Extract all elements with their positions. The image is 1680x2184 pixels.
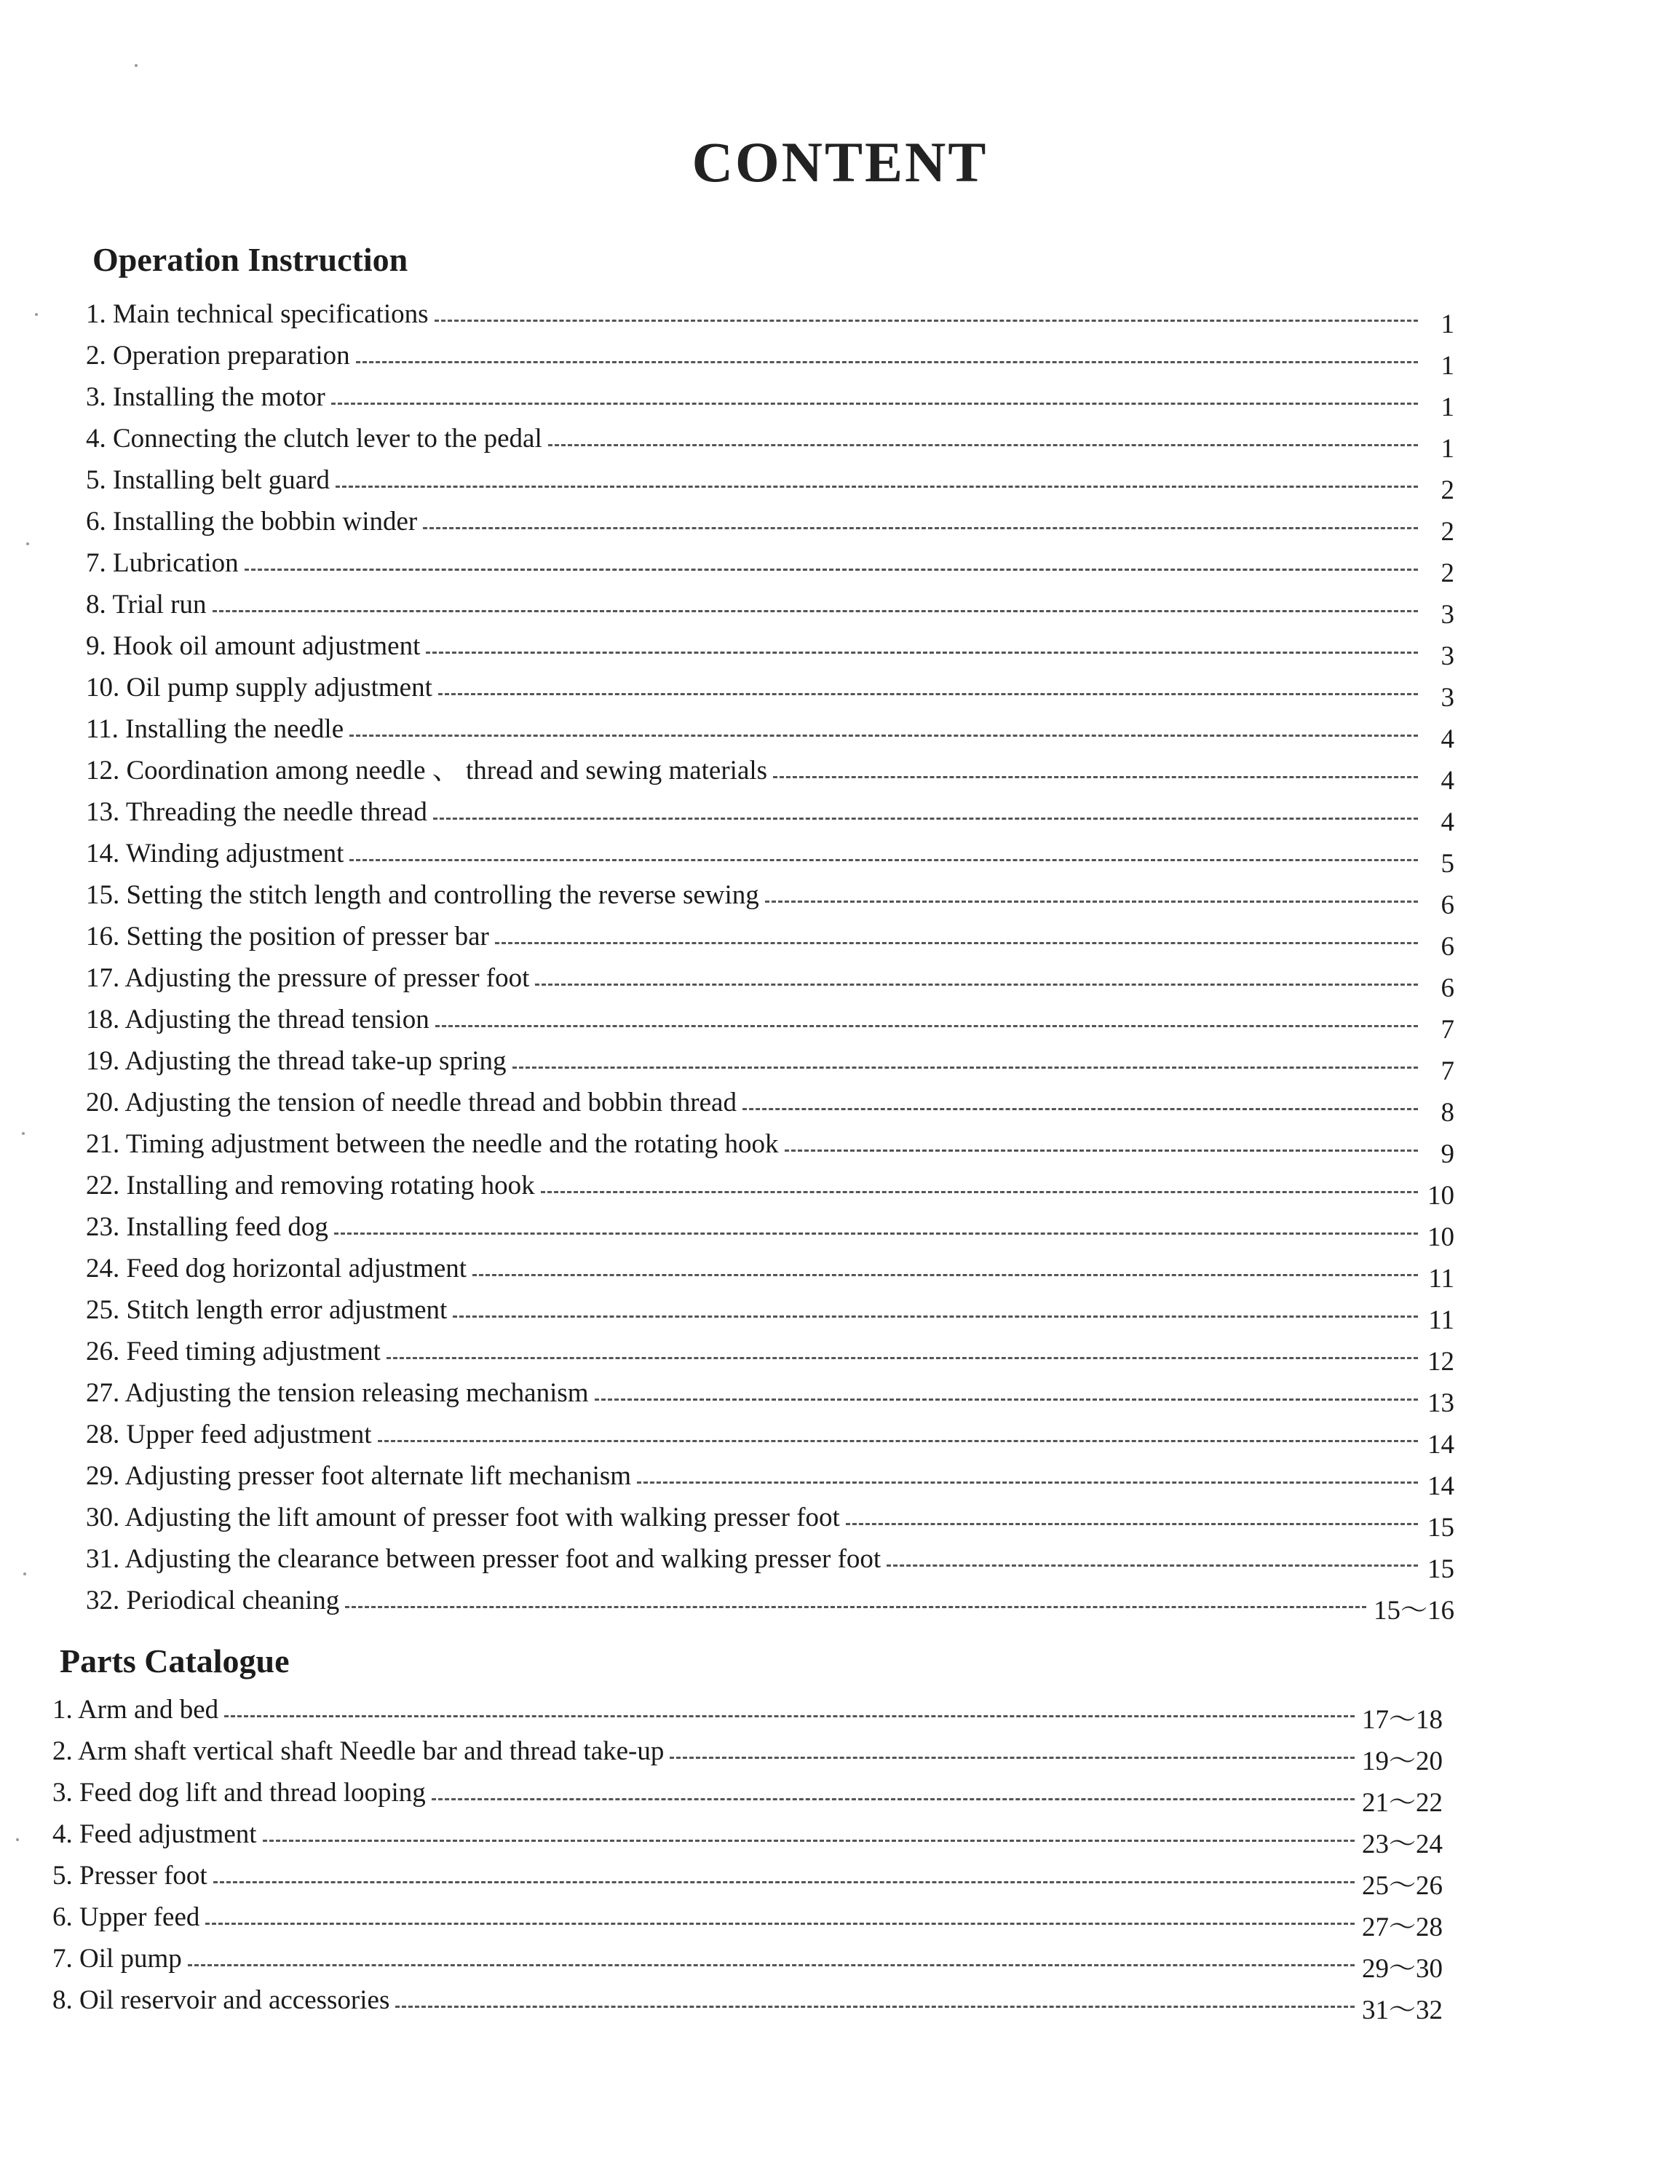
toc-entry — [86, 1449, 1454, 1501]
dot-leader — [742, 1108, 1418, 1110]
dot-leader — [205, 1923, 1355, 1925]
dot-leader — [670, 1757, 1355, 1759]
toc-entry-page: 7 — [1441, 1015, 1454, 1045]
toc-entry-label: 24. Feed dog horizontal adjustment — [86, 1254, 467, 1283]
toc-entry-label: 23. Installing feed dog — [86, 1212, 328, 1242]
toc-entry-page: 2 — [1441, 558, 1454, 588]
toc-entry-page: 21～22 — [1362, 1788, 1443, 1818]
toc-entry-page: 3 — [1441, 683, 1454, 713]
toc-entry-page: 3 — [1441, 600, 1454, 630]
toc-entry-page: 1 — [1441, 309, 1454, 339]
scan-speck — [26, 542, 29, 545]
dot-leader — [846, 1523, 1418, 1525]
toc-entry-page: 8 — [1441, 1098, 1454, 1128]
toc-entry-label: 13. Threading the needle thread — [86, 797, 427, 827]
dot-leader — [213, 1881, 1355, 1883]
toc-entry — [52, 1725, 1443, 1776]
toc-entry-page: 13 — [1427, 1388, 1454, 1418]
toc-entry — [86, 1076, 1454, 1128]
toc-entry — [52, 1849, 1443, 1901]
toc-entry — [86, 1242, 1454, 1294]
toc-entry-label: 11. Installing the needle — [86, 714, 344, 744]
toc-entry — [86, 1574, 1454, 1626]
dot-leader — [765, 901, 1418, 903]
dot-leader — [453, 1315, 1418, 1318]
toc-entry — [86, 454, 1454, 505]
toc-entry-page: 1 — [1441, 392, 1454, 422]
toc-entry — [86, 329, 1454, 381]
toc-entry — [52, 1932, 1443, 1984]
toc-entry-label: 30. Adjusting the lift amount of presser foot with walking presser foot — [86, 1503, 840, 1532]
dot-leader — [548, 444, 1418, 446]
dot-leader — [435, 320, 1418, 322]
toc-entry-label: 16. Setting the position of presser bar — [86, 922, 489, 951]
toc-entry — [86, 288, 1454, 339]
dot-leader — [395, 2006, 1355, 2008]
toc-entry-label: 22. Installing and removing rotating hook — [86, 1171, 535, 1200]
page-title: CONTENT — [692, 130, 988, 194]
dot-leader — [595, 1398, 1418, 1401]
dot-leader — [438, 693, 1418, 695]
toc-entry — [86, 951, 1454, 1003]
toc-entry — [86, 910, 1454, 962]
toc-entry — [86, 1366, 1454, 1418]
toc-entry-label: 7. Lubrication — [86, 548, 239, 578]
toc-entry-label: 3. Installing the motor — [86, 382, 325, 412]
dot-leader — [472, 1274, 1418, 1276]
toc-entry — [86, 578, 1454, 630]
toc-entry — [52, 1683, 1443, 1735]
dot-leader — [349, 735, 1418, 737]
dot-leader — [433, 818, 1418, 820]
toc-entry — [86, 703, 1454, 754]
toc-entry-page: 6 — [1441, 932, 1454, 962]
toc-entry-label: 28. Upper feed adjustment — [86, 1420, 372, 1449]
toc-entry-page: 19～20 — [1362, 1746, 1443, 1776]
toc-entry-page: 7 — [1441, 1056, 1454, 1086]
toc-entry — [86, 1491, 1454, 1543]
toc-entry — [86, 1117, 1454, 1169]
toc-entry — [86, 1325, 1454, 1377]
toc-entry-label: 2. Arm shaft vertical shaft Needle bar and thread take-up — [52, 1736, 665, 1766]
dot-leader — [535, 984, 1418, 986]
toc-entry-page: 11 — [1428, 1305, 1454, 1335]
toc-entry-label: 8. Trial run — [86, 590, 207, 620]
dot-leader — [188, 1964, 1355, 1966]
toc-entry-page: 14 — [1427, 1430, 1454, 1460]
toc-entry-label: 14. Winding adjustment — [86, 839, 344, 869]
toc-entry-label: 32. Periodical cheaning — [86, 1586, 340, 1615]
toc-entry — [86, 1034, 1454, 1086]
toc-entry-page: 10 — [1427, 1181, 1454, 1211]
toc-entry-page: 25～26 — [1362, 1871, 1443, 1901]
toc-entry — [52, 1766, 1443, 1818]
toc-entry — [86, 827, 1454, 879]
toc-entry — [86, 495, 1454, 547]
toc-entry-label: 6. Installing the bobbin winder — [86, 507, 418, 537]
toc-entry — [86, 371, 1454, 422]
toc-entry-page: 9 — [1441, 1139, 1454, 1169]
toc-entry-label: 2. Operation preparation — [86, 341, 350, 371]
toc-entry-page: 15～16 — [1374, 1596, 1454, 1626]
dot-leader — [224, 1715, 1355, 1717]
dot-leader — [495, 942, 1418, 944]
toc-entry-label: 9. Hook oil amount adjustment — [86, 631, 421, 661]
toc-entry-page: 14 — [1427, 1471, 1454, 1501]
toc-entry-label: 18. Adjusting the thread tension — [86, 1005, 429, 1034]
toc-entry-label: 31. Adjusting the clearance between presser foot and walking presser foot — [86, 1544, 881, 1574]
toc-entry-page: 2 — [1441, 475, 1454, 505]
dot-leader — [423, 527, 1418, 529]
parts-catalogue-heading: Parts Catalogue — [60, 1642, 290, 1679]
dot-leader — [432, 1798, 1355, 1800]
toc-entry-label: 20. Adjusting the tension of needle thread and bobbin thread — [86, 1088, 737, 1117]
operation-instruction-list — [86, 288, 1454, 1626]
toc-entry-page: 1 — [1441, 351, 1454, 381]
dot-leader — [785, 1150, 1418, 1152]
toc-entry — [86, 744, 1454, 796]
toc-entry-page: 4 — [1441, 807, 1454, 837]
toc-entry-page: 11 — [1428, 1264, 1454, 1294]
dot-leader — [426, 652, 1418, 654]
toc-entry — [52, 1974, 1443, 2025]
toc-entry-label: 29. Adjusting presser foot alternate lift mechanism — [86, 1461, 632, 1491]
toc-entry-page: 10 — [1427, 1222, 1454, 1252]
toc-entry-label: 27. Adjusting the tension releasing mechanism — [86, 1378, 589, 1408]
scan-speck — [35, 313, 38, 316]
dot-leader — [773, 776, 1418, 778]
toc-entry-page: 15 — [1427, 1513, 1454, 1543]
scan-speck — [22, 1132, 25, 1135]
toc-entry-page: 27～28 — [1362, 1912, 1443, 1942]
toc-entry-page: 4 — [1441, 724, 1454, 754]
parts-catalogue-list — [52, 1683, 1443, 2025]
dot-leader — [345, 1606, 1366, 1608]
dot-leader — [887, 1564, 1418, 1567]
toc-entry — [86, 786, 1454, 837]
toc-entry-label: 3. Feed dog lift and thread looping — [52, 1778, 426, 1808]
dot-leader — [245, 569, 1418, 571]
dot-leader — [336, 486, 1418, 488]
toc-entry-label: 4. Connecting the clutch lever to the pedal — [86, 424, 542, 454]
toc-entry-page: 17～18 — [1362, 1705, 1443, 1735]
toc-entry — [86, 869, 1454, 920]
toc-entry-label: 6. Upper feed — [52, 1902, 200, 1932]
dot-leader — [356, 361, 1418, 363]
toc-entry-label: 5. Installing belt guard — [86, 465, 330, 495]
toc-entry-page: 6 — [1441, 973, 1454, 1003]
toc-entry — [86, 620, 1454, 671]
dot-leader — [435, 1025, 1418, 1027]
dot-leader — [541, 1191, 1418, 1193]
scan-speck — [16, 1838, 19, 1841]
toc-entry-page: 1 — [1441, 434, 1454, 464]
dot-leader — [387, 1357, 1418, 1359]
toc-entry — [86, 412, 1454, 464]
dot-leader — [334, 1233, 1418, 1235]
toc-entry-label: 19. Adjusting the thread take-up spring — [86, 1046, 507, 1076]
toc-entry — [86, 1159, 1454, 1211]
toc-entry-page: 31～32 — [1362, 1995, 1443, 2025]
toc-entry-page: 4 — [1441, 766, 1454, 796]
toc-entry-label: 10. Oil pump supply adjustment — [86, 673, 432, 703]
toc-entry-label: 7. Oil pump — [52, 1944, 182, 1974]
toc-entry — [86, 1200, 1454, 1252]
toc-entry-label: 1. Arm and bed — [52, 1695, 219, 1725]
toc-entry — [86, 993, 1454, 1045]
toc-entry-label: 4. Feed adjustment — [52, 1819, 257, 1849]
dot-leader — [637, 1481, 1418, 1484]
toc-entry-label: 1. Main technical specifications — [86, 299, 429, 329]
toc-entry-page: 23～24 — [1362, 1829, 1443, 1859]
toc-entry-label: 21. Timing adjustment between the needle and the rotating hook — [86, 1129, 779, 1159]
dot-leader — [331, 403, 1418, 405]
scan-speck — [23, 1572, 26, 1575]
toc-entry-page: 12 — [1427, 1347, 1454, 1377]
toc-entry-label: 25. Stitch length error adjustment — [86, 1295, 448, 1325]
toc-entry — [86, 1283, 1454, 1335]
dot-leader — [263, 1840, 1355, 1842]
toc-entry-label: 26. Feed timing adjustment — [86, 1337, 381, 1366]
toc-entry — [52, 1891, 1443, 1942]
toc-entry — [86, 661, 1454, 713]
toc-entry-label: 12. Coordination among needle 、 thread and sewing materials — [86, 756, 768, 786]
toc-entry-label: 15. Setting the stitch length and controlling the reverse sewing — [86, 880, 759, 910]
operation-instruction-heading: Operation Instruction — [92, 241, 408, 278]
toc-entry — [52, 1808, 1443, 1859]
toc-entry-page: 15 — [1427, 1554, 1454, 1584]
dot-leader — [349, 859, 1418, 861]
toc-entry-page: 29～30 — [1362, 1954, 1443, 1984]
toc-entry-label: 17. Adjusting the pressure of presser foot — [86, 963, 530, 993]
toc-entry-page: 6 — [1441, 890, 1454, 920]
toc-entry — [86, 1408, 1454, 1460]
toc-entry-label: 8. Oil reservoir and accessories — [52, 1985, 390, 2015]
toc-entry-page: 5 — [1441, 849, 1454, 879]
toc-entry-label: 5. Presser foot — [52, 1861, 207, 1891]
dot-leader — [213, 610, 1418, 612]
toc-entry — [86, 537, 1454, 588]
toc-entry-page: 2 — [1441, 517, 1454, 547]
toc-entry-page: 3 — [1441, 641, 1454, 671]
toc-entry — [86, 1532, 1454, 1584]
dot-leader — [378, 1440, 1419, 1442]
scan-speck — [135, 64, 138, 67]
dot-leader — [512, 1067, 1418, 1069]
